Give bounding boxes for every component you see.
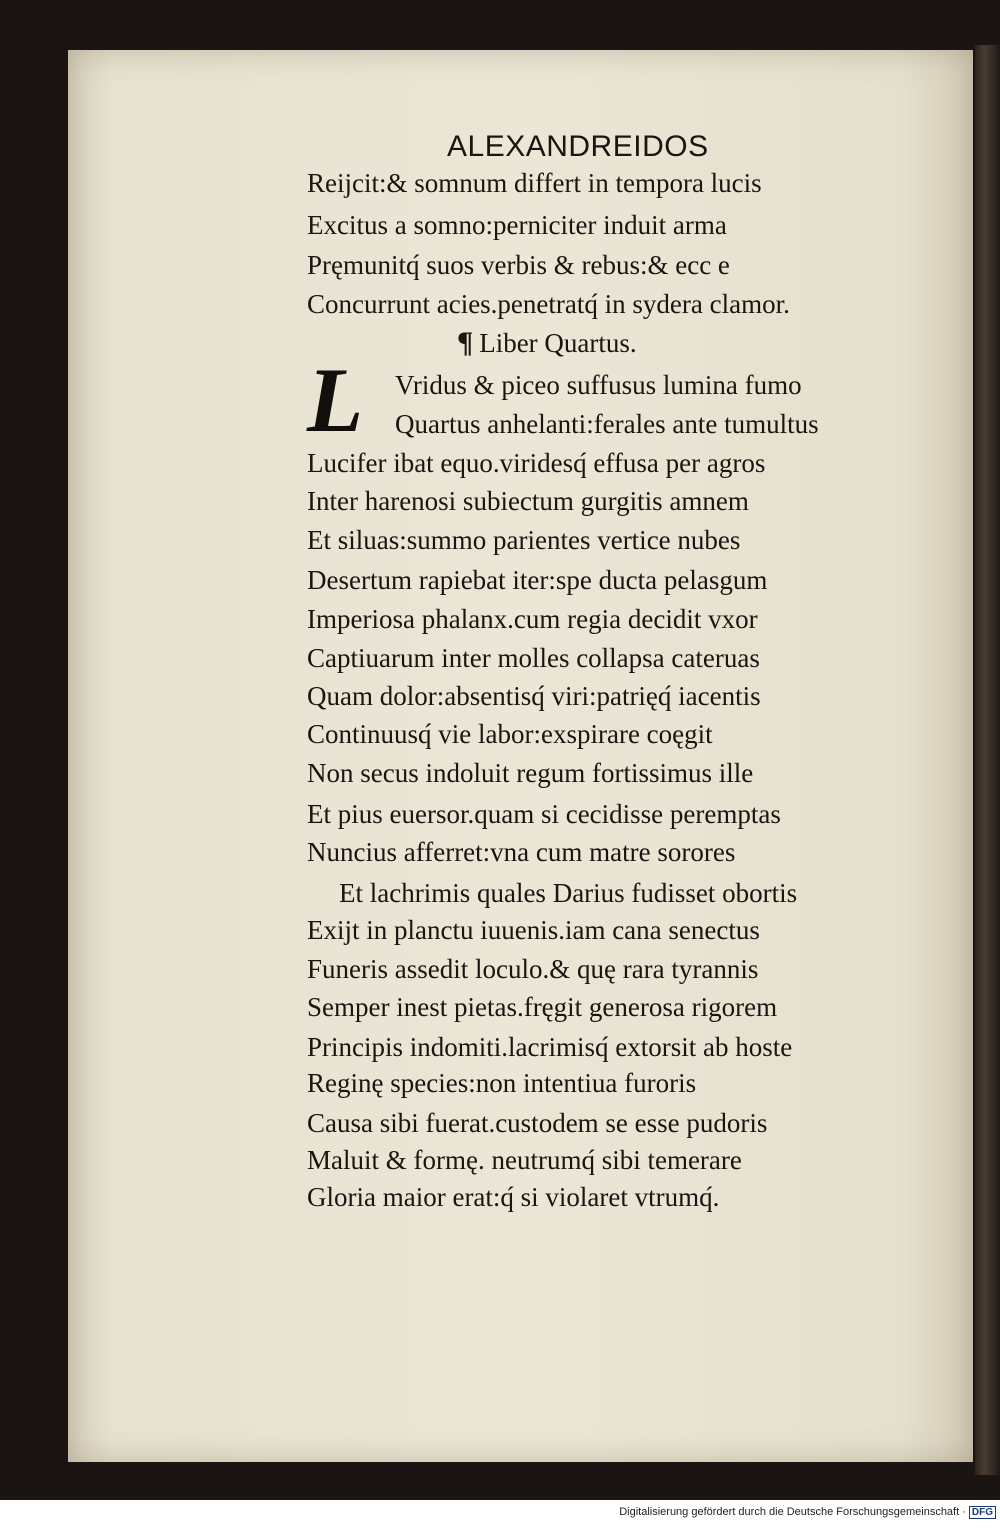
verse-line: Nuncius afferret:vna cum matre sorores <box>307 837 736 867</box>
verse-line: Captiuarum inter molles collapsa cateruas <box>307 643 760 673</box>
verse-line: Causa sibi fuerat.custodem se esse pudoris <box>307 1108 768 1138</box>
verse-line: Et pius euersor.quam si cecidisse peremptas <box>307 799 781 829</box>
verse-line: Et lachrimis quales Darius fudisset obortis <box>339 878 798 908</box>
verse-line: Vridus & piceo suffusus lumina fumo <box>395 370 802 400</box>
running-head: ALEXANDREIDOS <box>447 130 709 163</box>
footer-credit: Digitalisierung gefördert durch die Deutsche Forschungsgemeinschaft · <box>619 1506 966 1518</box>
verse-line: Semper inest pietas.fręgit generosa rigorem <box>307 992 778 1022</box>
verse-line: Funeris assedit loculo.& quę rara tyrannis <box>307 954 759 984</box>
verse-line: Gloria maior erat:q́ si violaret vtrumq́. <box>307 1182 720 1212</box>
verse-line: Imperiosa phalanx.cum regia decidit vxor <box>307 604 758 634</box>
digitization-footer <box>0 1506 996 1528</box>
book-subhead <box>457 324 637 362</box>
verse-line: Et siluas:summo parientes vertice nubes <box>307 525 741 555</box>
subhead-text: Liber Quartus. <box>479 328 637 358</box>
dfg-logo[interactable]: DFG <box>969 1506 996 1519</box>
pilcrow-icon: ¶ <box>457 326 474 359</box>
verse-line: Quartus anhelanti:ferales ante tumultus <box>395 409 819 439</box>
verse-line: Pręmunitq́ suos verbis & rebus:& ecc e <box>307 250 730 280</box>
verse-line: Reginę species:non intentiua furoris <box>307 1068 697 1098</box>
verse-line: Maluit & formę. neutrumq́ sibi temerare <box>307 1145 742 1175</box>
verse-line: Inter harenosi subiectum gurgitis amnem <box>307 486 749 516</box>
verse-line: Continuusq́ vie labor:exspirare coęgit <box>307 719 713 749</box>
verse-line: Concurrunt acies.penetratq́ in sydera clamor. <box>307 289 790 319</box>
verse-line: Reijcit:& somnum differt in tempora lucis <box>307 168 762 198</box>
page-edge-shadow <box>975 45 1000 1475</box>
verse-line: Lucifer ibat equo.viridesq́ effusa per agros <box>307 448 766 478</box>
verse-line: Non secus indoluit regum fortissimus ille <box>307 758 754 788</box>
verse-line: Excitus a somno:perniciter induit arma <box>307 210 727 240</box>
verse-line: Desertum rapiebat iter:spe ducta pelasgum <box>307 565 768 595</box>
decorated-initial: L <box>307 349 364 451</box>
verse-line: Quam dolor:absentisq́ viri:patrięq́ iacentis <box>307 681 761 711</box>
verse-line: Principis indomiti.lacrimisq́ extorsit ab hoste <box>307 1032 793 1062</box>
verse-line: Exijt in planctu iuuenis.iam cana senectus <box>307 915 760 945</box>
